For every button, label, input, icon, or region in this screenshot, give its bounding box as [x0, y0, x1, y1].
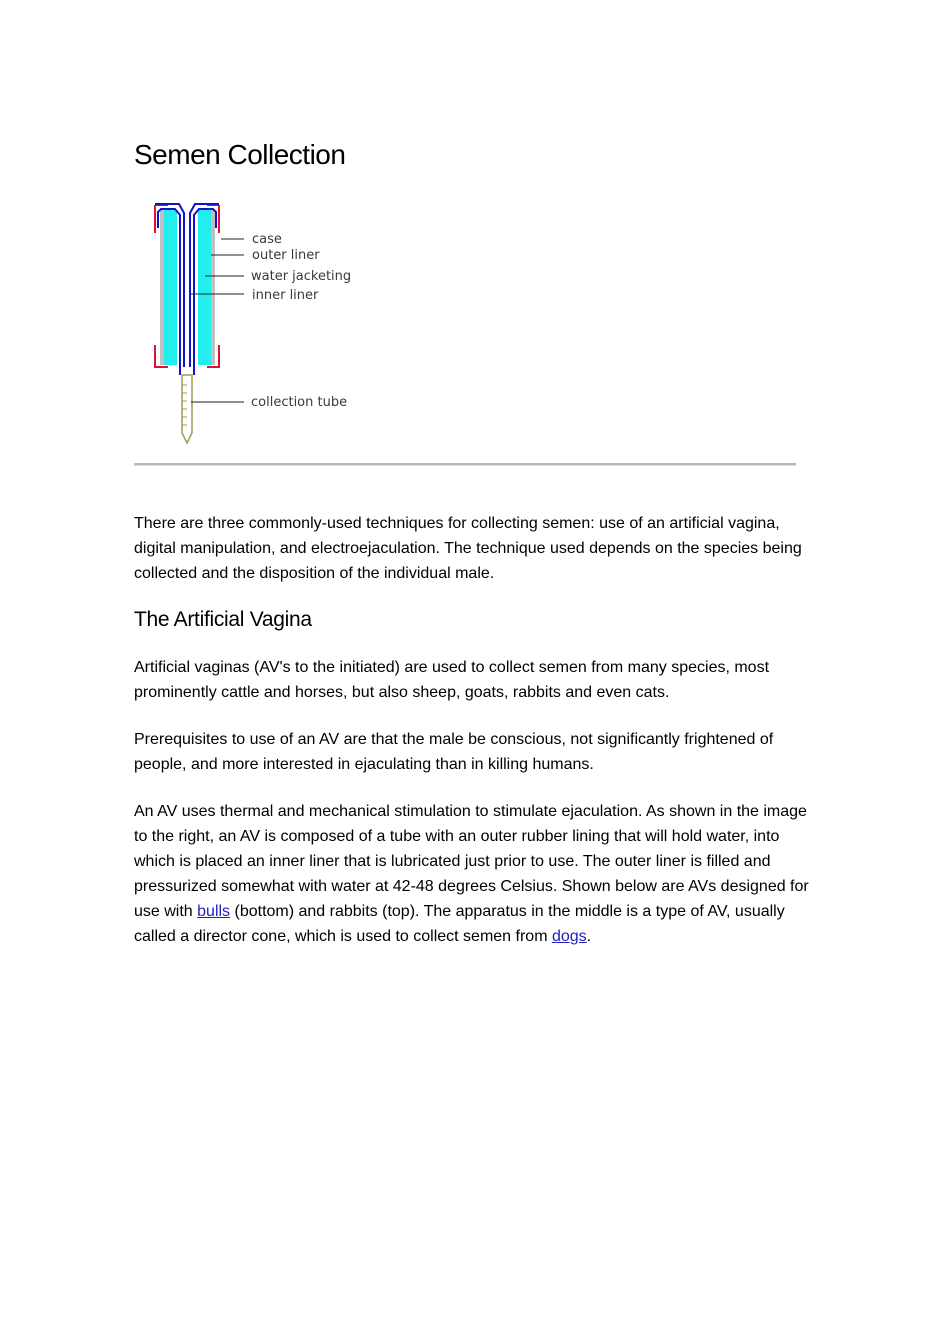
right-water-jacket	[198, 210, 211, 365]
label-collection-tube: collection tube	[251, 395, 348, 410]
label-water-jacketing: water jacketing	[251, 269, 352, 284]
av-description-text-2: (bottom) and rabbits (top). The apparatus in the middle is a type of AV, usually called a director cone, which is used to collect semen from	[134, 903, 785, 945]
dogs-link[interactable]: dogs	[551, 928, 587, 945]
left-case-fill	[160, 210, 164, 365]
section-heading: The Artificial Vagina	[134, 608, 312, 631]
intro-paragraph: There are three commonly-used techniques for collecting semen: use of an artificial vagina, digital manipulation, and electroejaculation. The technique used depends on the species being collected and the disposition of the individual male.	[134, 515, 802, 582]
label-case: case	[252, 232, 282, 247]
av-description-text-1: An AV uses thermal and mechanical stimulation to stimulate ejaculation. As shown in the image to the right, an AV is composed of a tube with an outer rubber lining that will hold water, into which is placed an inner liner that is lubricated just prior to use. The outer liner is filled and pressurized somewhat with water at 42-48 degrees Celsius. Shown below are AVs designed for use with	[134, 803, 809, 920]
paragraph-prerequisites: Prerequisites to use of an AV are that the male be conscious, not significantly frightened of people, and more interested in ejaculating than in killing humans.	[134, 731, 774, 773]
horizontal-divider	[134, 463, 796, 466]
paragraph-av-species: Artificial vaginas (AV's to the initiated) are used to collect semen from many species, most prominently cattle and horses, but also sheep, goats, rabbits and even cats.	[134, 659, 770, 701]
av-description-text-3: .	[586, 928, 592, 945]
label-outer-liner: outer liner	[252, 248, 320, 263]
bulls-link[interactable]: bulls	[197, 903, 231, 920]
right-case-fill	[211, 210, 215, 365]
left-water-jacket	[164, 210, 177, 365]
paragraph-av-description	[134, 799, 816, 949]
page-title: Semen Collection	[134, 139, 346, 170]
artificial-vagina-diagram	[145, 195, 375, 450]
label-inner-liner: inner liner	[252, 288, 319, 303]
